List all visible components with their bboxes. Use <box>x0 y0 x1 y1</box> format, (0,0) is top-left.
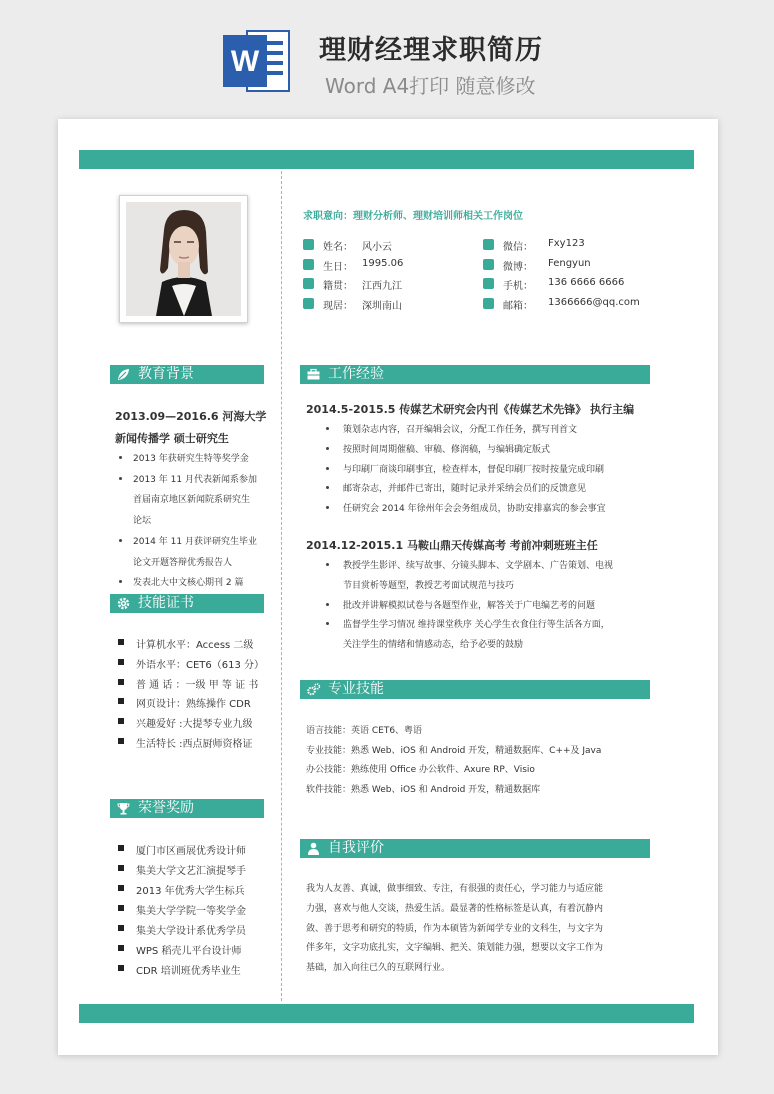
location-icon <box>303 298 314 309</box>
education-item: 2014 年 11 月获评研究生毕业 <box>133 536 257 547</box>
education-period-school: 2013.09—2016.6 河海大学 <box>115 410 267 423</box>
bullet-square <box>118 698 124 704</box>
job-item: 节目赏析等题型，教授艺考面试规范与技巧 <box>343 580 515 591</box>
skills-title: 专业技能 <box>328 681 384 697</box>
bullet-dot <box>326 622 329 625</box>
trophy-icon <box>116 801 131 816</box>
bullet-square <box>118 865 124 871</box>
honor-item: 集美大学设计系优秀学员 <box>136 926 246 937</box>
briefcase-icon <box>306 367 321 382</box>
education-item: 首届南京地区新闻院系研究生 <box>133 495 251 506</box>
info-value: Fxy123 <box>548 238 585 249</box>
bullet-dot <box>119 456 122 459</box>
svg-text:W: W <box>230 45 260 78</box>
job-header: 2014.12-2015.1 马鞍山鼎天传媒高考 考前冲刺班班主任 <box>306 539 598 552</box>
job-item: 教授学生影评、续写故事、分镜头脚本、文学剧本、广告策划、电视 <box>343 561 614 571</box>
bullet-square <box>118 738 124 744</box>
bullet-dot <box>326 486 329 489</box>
info-value: 1366666@qq.com <box>548 297 640 309</box>
person-icon <box>306 841 321 856</box>
user-icon <box>303 239 314 250</box>
job-item: 监督学生学习情况 维持课堂秩序 关心学生衣食住行等生活各方面， <box>343 620 610 631</box>
page-header <box>0 0 774 112</box>
bullet-dot <box>119 477 122 480</box>
skill-line: 语言技能：英语 CET6、粤语 <box>306 726 423 736</box>
bullet-square <box>118 905 124 911</box>
info-value: 深圳南山 <box>362 301 402 313</box>
gear-icon <box>116 596 131 611</box>
column-divider <box>281 171 282 1001</box>
info-label: 现居： <box>323 301 353 313</box>
self-eval-line: 力强，喜欢与他人交谈，热爱生活。最显著的性格标签是认真，有着沉静内 <box>306 903 604 914</box>
bottom-band <box>79 1004 694 1023</box>
bullet-dot <box>119 539 122 542</box>
profile-photo <box>126 202 241 316</box>
honor-item: 厦门市区画展优秀设计师 <box>136 846 246 857</box>
job-item: 关注学生的情绪和情感动态，给予必要的鼓励 <box>343 640 524 651</box>
education-item: 2013 年 11 月代表新闻系参加 <box>133 474 257 485</box>
cert-item: 普 通 话 ：一级 甲 等 证 书 <box>136 679 259 691</box>
bullet-dot <box>326 603 329 606</box>
cogs-icon <box>306 682 321 697</box>
bullet-square <box>118 965 124 971</box>
skill-line: 办公技能：熟练使用 Office 办公软件、Axure RP、Visio <box>306 765 535 776</box>
skill-line: 专业技能：熟悉 Web、iOS 和 Android 开发，精通数据库、C++及 Java <box>306 745 602 756</box>
cert-item: 网页设计：熟练操作 CDR <box>136 699 251 711</box>
bullet-square <box>118 945 124 951</box>
mail-icon <box>483 298 494 309</box>
info-label: 姓名： <box>323 242 353 253</box>
job-item: 邮寄杂志，并邮件已寄出，随时记录并采纳会员们的反馈意见 <box>343 484 587 495</box>
self-eval-line: 敛、善于思考和研究的特质，作为本硕皆为新闻学专业的文科生，与文字为 <box>306 923 604 934</box>
bullet-square <box>118 679 124 685</box>
education-item: 2013 年获研究生特等奖学金 <box>133 454 249 464</box>
certs-section-header <box>110 594 264 613</box>
honors-section-header <box>110 799 264 818</box>
profile-photo-frame <box>119 195 248 323</box>
home-icon <box>303 278 314 289</box>
info-label: 生日： <box>323 261 353 273</box>
info-value: 136 6666 6666 <box>548 277 625 289</box>
top-band <box>79 150 694 169</box>
bullet-dot <box>119 580 122 583</box>
job-item: 批改并讲解模拟试卷与各题型作业，解答关于广电编艺考的问题 <box>343 600 596 611</box>
skills-section-header <box>300 680 650 699</box>
page-subtitle: Word A4打印 随意修改 <box>325 74 536 98</box>
bullet-dot <box>326 467 329 470</box>
education-title: 教育背景 <box>138 366 194 382</box>
bullet-dot <box>326 563 329 566</box>
info-label: 微信： <box>503 242 533 253</box>
page-title: 理财经理求职简历 <box>319 35 543 66</box>
bullet-dot <box>326 447 329 450</box>
work-section-header <box>300 365 650 384</box>
bullet-dot <box>326 427 329 430</box>
job-item: 按照时间周期催稿、审稿、修润稿，与编辑确定版式 <box>343 444 551 455</box>
honors-title: 荣誉奖励 <box>138 800 194 816</box>
phone-icon <box>483 278 494 289</box>
cert-item: 兴趣爱好 :大提琴专业九级 <box>136 719 253 731</box>
self-eval-section-header <box>300 839 650 858</box>
job-header: 2014.5-2015.5 传媒艺术研究会内刊《传媒艺术先锋》 执行主编 <box>306 403 635 416</box>
education-section-header <box>110 365 264 384</box>
birthday-icon <box>303 259 314 270</box>
info-value: 风小云 <box>362 242 392 253</box>
education-major-degree: 新闻传播学 硕士研究生 <box>115 432 229 445</box>
bullet-square <box>118 718 124 724</box>
honor-item: 集美大学学院一等奖学金 <box>136 906 246 917</box>
job-item: 与印刷厂商谈印刷事宜，检查样本，督促印刷厂按时按量完成印刷 <box>343 464 605 475</box>
bullet-square <box>118 845 124 851</box>
word-icon <box>221 25 293 97</box>
skill-line: 软件技能：熟悉 Web、iOS 和 Android 开发，精通数据库 <box>306 785 541 796</box>
self-eval-line: 伴多年，文字功底扎实，文字编辑、把关、策划能力强，想要以文字工作为 <box>306 943 604 954</box>
honor-item: WPS 稻壳儿平台设计师 <box>136 946 242 957</box>
certs-title: 技能证书 <box>138 595 194 611</box>
resume-paper <box>58 119 718 1055</box>
bullet-square <box>118 925 124 931</box>
bullet-square <box>118 885 124 891</box>
education-item: 论坛 <box>133 516 152 527</box>
bullet-dot <box>326 506 329 509</box>
info-label: 籍贯： <box>323 281 353 293</box>
info-value: 1995.06 <box>362 257 404 269</box>
self-eval-line: 我为人友善、真诚，做事细致、专注，有很强的责任心，学习能力与适应能 <box>306 884 604 894</box>
info-label: 手机： <box>503 281 533 293</box>
job-item: 策划杂志内容，召开编辑会议，分配工作任务，撰写刊首文 <box>343 425 578 435</box>
self-eval-line: 基础，加入向往已久的互联网行业。 <box>306 963 451 974</box>
cert-item: 外语水平：CET6（613 分） <box>136 659 265 671</box>
honor-item: 集美大学文艺汇演提琴手 <box>136 866 246 877</box>
cert-item: 生活特长 :西点厨师资格证 <box>136 739 253 750</box>
education-item: 发表北大中文核心期刊 2 篇 <box>133 578 244 589</box>
info-value: Fengyun <box>548 257 591 269</box>
info-label: 微博： <box>503 261 533 273</box>
wechat-icon <box>483 239 494 250</box>
bullet-square <box>118 639 124 645</box>
info-value: 江西九江 <box>362 281 402 293</box>
education-item: 论文开题答辩优秀报告人 <box>133 557 233 568</box>
work-title: 工作经验 <box>328 366 384 382</box>
weibo-icon <box>483 259 494 270</box>
info-label: 邮箱： <box>503 301 533 313</box>
self-eval-title: 自我评价 <box>328 840 384 856</box>
job-objective: 求职意向：理财分析师、理财培训师相关工作岗位 <box>303 211 523 222</box>
honor-item: CDR 培训班优秀毕业生 <box>136 966 241 977</box>
bullet-square <box>118 659 124 665</box>
job-item: 任研究会 2014 年徐州年会会务组成员，协助安排嘉宾的参会事宜 <box>343 504 606 515</box>
leaf-icon <box>116 367 131 382</box>
honor-item: 2013 年优秀大学生标兵 <box>136 886 245 897</box>
cert-item: 计算机水平：Access 二级 <box>136 640 254 651</box>
